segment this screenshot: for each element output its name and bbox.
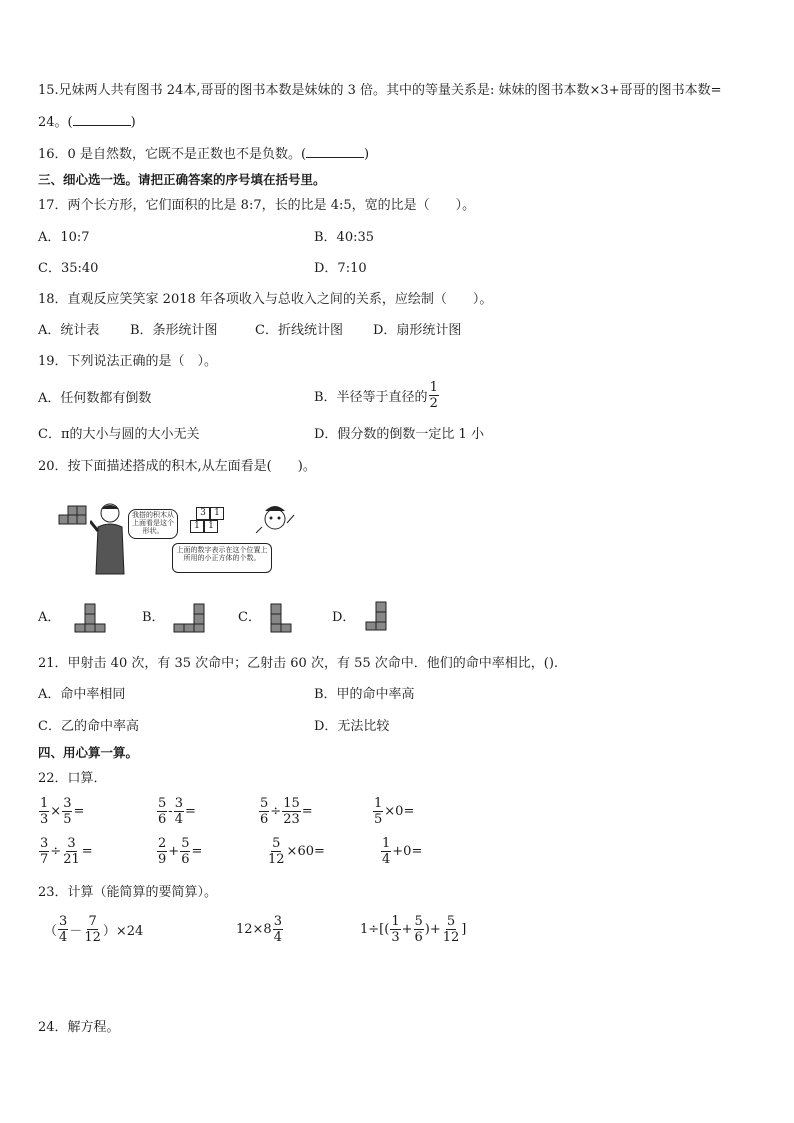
fraction-denominator: 4 [273,930,282,945]
grid-cell-bottom-1: 1 [190,520,204,533]
fraction-numerator: 3 [63,796,72,811]
operator: )+ [424,922,441,937]
fraction-denominator: 4 [382,852,391,867]
fraction-denominator: 3 [391,930,400,945]
q22-item [156,796,196,827]
q19-option-d[interactable]: D．假分数的倒数一定比 1 小 [314,427,484,442]
q20-option-d-shape-icon[interactable] [365,601,389,631]
fraction-numerator: 5 [158,796,167,811]
q15-answer-blank[interactable] [73,113,131,126]
q18-option-d[interactable]: D．扇形统计图 [373,323,462,338]
q18-option-c[interactable]: C．折线统计图 [255,323,343,338]
fraction-numerator: 5 [260,796,269,811]
fraction [180,836,190,867]
q23-expression-1 [44,914,143,945]
q19-option-c[interactable]: C．π的大小与圆的大小无关 [38,427,200,442]
fraction-numerator: 1 [40,796,49,811]
fraction-denominator: 5 [63,812,72,827]
fraction-numerator: 1 [391,914,400,929]
fraction [174,796,184,827]
q21-option-d[interactable]: D．无法比较 [314,719,390,734]
q16-text: 16．0 是自然数，它既不是正数也不是负数。( [38,147,307,162]
fraction-denominator: 6 [158,812,167,827]
q18-option-b[interactable]: B．条形统计图 [130,323,218,338]
q17-option-d[interactable]: D．7:10 [314,261,367,276]
expression-prefix: 1÷[( [360,922,390,937]
fraction-numerator: 7 [88,914,97,929]
q20-option-b-label[interactable]: B． [142,610,165,625]
operator: - [168,804,173,819]
fraction [157,836,167,867]
q15-line2-end: ) [130,115,136,130]
q19-option-b[interactable] [314,380,440,411]
fraction [267,836,286,867]
equals-tail: = [81,844,93,859]
equals-tail: ×0= [384,804,415,819]
q22-item [266,836,325,867]
q16-end: ) [364,147,370,162]
q17-option-c[interactable]: C．35:40 [38,261,99,276]
q19-stem: 19．下列说法正确的是（ ）。 [38,354,218,369]
operator: × [50,804,62,819]
whole-part: 12×8 [236,922,272,937]
paren-open: （ [44,924,58,939]
fraction [62,836,81,867]
fraction-numerator: 5 [414,914,423,929]
fraction-numerator: 2 [158,836,167,851]
fraction-denominator: 6 [181,852,190,867]
fraction [39,796,49,827]
fraction [58,914,68,945]
equals-tail: = [73,804,85,819]
fraction-numerator: 1 [382,836,391,851]
fraction-numerator: 3 [67,836,76,851]
fraction-denominator: 21 [63,852,80,867]
q19-option-b-fraction [429,380,439,411]
fraction [373,796,383,827]
operator: ÷ [270,804,282,819]
q24-stem: 24．解方程。 [38,1020,120,1035]
equals-tail: = [184,804,196,819]
q23-stem: 23．计算（能简算的要简算）。 [38,885,218,900]
section-4-heading: 四、用心算一算。 [38,745,139,760]
fraction-numerator: 3 [40,836,49,851]
fraction-denominator: 12 [84,930,101,945]
q17-option-a[interactable]: A．10:7 [38,230,90,245]
fraction-numerator: 3 [59,914,68,929]
q22-item [380,836,422,867]
fraction [442,914,461,945]
fraction-numerator: 3 [273,914,282,929]
q22-item [258,796,313,827]
q19-option-a[interactable]: A．任何数都有倒数 [38,391,152,406]
q16-line [38,145,369,164]
q20-option-d-label[interactable]: D． [332,610,356,625]
section-3-heading: 三、细心选一选。请把正确答案的序号填在括号里。 [38,172,326,187]
equals-tail: +0= [392,844,423,859]
q17-stem: 17．两个长方形，它们面积的比是 8:7，长的比是 4:5，宽的比是（ ）。 [38,198,476,213]
q23-expression-3 [360,914,466,945]
operator: + [168,844,180,859]
grid-cell-top-2: 1 [210,507,224,520]
q16-answer-blank[interactable] [306,145,364,158]
fraction [157,796,167,827]
fraction-numerator: 1 [429,380,438,395]
fraction-numerator: 3 [174,796,183,811]
equals-tail: = [191,844,203,859]
operator: ÷ [50,844,62,859]
paren-close-times: ）×24 [102,924,144,939]
q19-option-b-text: B．半径等于直径的 [314,390,428,405]
fraction-denominator: 12 [442,930,460,945]
fraction-denominator: 12 [268,852,285,867]
bracket-close: ] [461,922,467,937]
q15-line1: 15.兄妹两人共有图书 24本,哥哥的图书本数是妹妹的 3 倍。其中的等量关系是: 妹妹的图书本数×3+哥哥的图书本数= [38,83,722,98]
fraction-denominator: 9 [158,852,167,867]
q21-option-b[interactable]: B．甲的命中率高 [314,687,415,702]
q20-stem: 20．按下面描述搭成的积木,从左面看是( )。 [38,459,316,474]
operator: － [69,924,83,939]
q17-option-b[interactable]: B．40:35 [314,230,375,245]
q20-illustration [50,497,310,582]
q15-line2 [38,113,136,132]
grid-cell-top-1: 3 [196,507,210,520]
fraction [390,914,400,945]
girl-figure-icon [254,503,296,539]
boy-figure-icon [90,499,128,579]
fraction-denominator: 5 [374,812,383,827]
fraction-numerator: 5 [446,914,456,929]
q20-option-b-shape-icon[interactable] [170,603,210,633]
q22-item [38,796,84,827]
fraction-numerator: 5 [272,836,281,851]
fraction-numerator: 15 [283,796,300,811]
fraction-numerator: 5 [181,836,190,851]
fraction [62,796,72,827]
equals-tail: ×60= [286,844,325,859]
fraction [381,836,391,867]
fraction [273,914,283,945]
q18-option-a[interactable]: A．统计表 [38,323,100,338]
equals-tail: = [301,804,313,819]
q21-stem: 21．甲射击 40 次，有 35 次命中；乙射击 60 次，有 55 次命中．他们的命中率相比，(). [38,656,559,671]
fraction-denominator: 4 [174,812,183,827]
q20-option-a-shape-icon[interactable] [72,603,108,633]
fraction [39,836,49,867]
q20-option-c-shape-icon[interactable] [268,603,298,633]
fraction-denominator: 4 [59,930,68,945]
q21-option-c[interactable]: C．乙的命中率高 [38,719,139,734]
fraction [414,914,424,945]
q15-line2-start: 24。( [38,115,73,130]
q22-item [38,836,93,867]
fraction [282,796,301,827]
q21-option-a[interactable]: A．命中率相同 [38,687,126,702]
q22-stem: 22．口算． [38,771,107,786]
speech-bubble-boy: 我搭的积木从上面看是这个形状。 [128,509,178,539]
fraction-denominator: 6 [414,930,423,945]
q20-option-c-label[interactable]: C． [238,610,261,625]
fraction-denominator: 2 [429,396,438,411]
fraction [259,796,269,827]
speech-bubble-girl: 上面的数字表示在这个位置上所用的小正方体的个数。 [172,543,272,573]
fraction [83,914,102,945]
operator: + [401,922,413,937]
top-view-shape-icon [58,505,88,533]
q22-item [372,796,414,827]
fraction-denominator: 3 [40,812,49,827]
fraction-denominator: 23 [283,812,300,827]
fraction-denominator: 6 [260,812,269,827]
grid-cell-bottom-2: 1 [204,520,218,533]
q22-item [156,836,202,867]
q20-option-a-label[interactable]: A． [38,610,61,625]
q18-stem: 18．直观反应笑笑家 2018 年各项收入与总收入之间的关系，应绘制（ ）。 [38,292,493,307]
q23-expression-2 [236,914,284,945]
fraction-numerator: 1 [374,796,383,811]
fraction-denominator: 7 [40,852,49,867]
